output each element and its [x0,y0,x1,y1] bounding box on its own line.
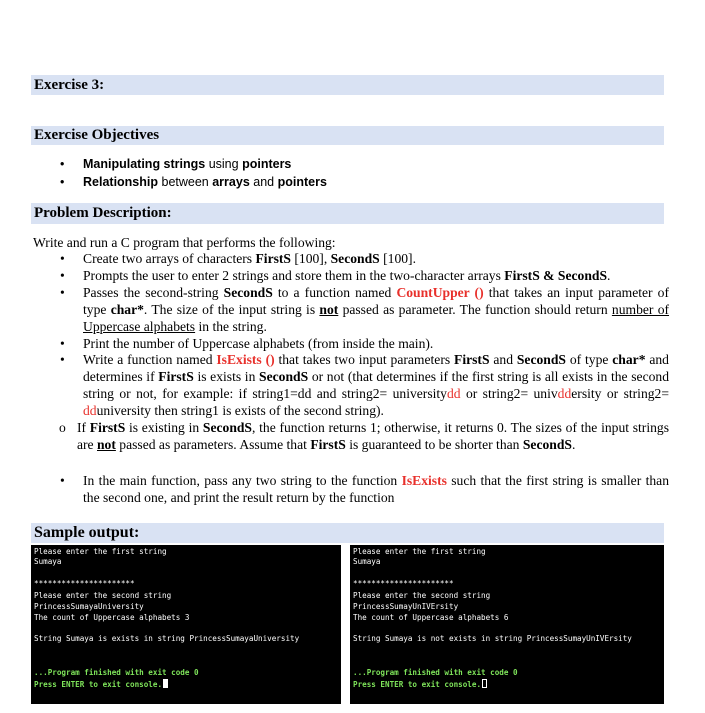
terminal-line: Please enter the first string [34,547,167,556]
exercise-title: Exercise 3: [31,75,664,95]
terminal-line: ********************** [353,579,454,588]
problem-list-2 [57,473,669,507]
terminal-line: String Sumaya is exists in string PrincessSumayaUniversity [34,634,300,643]
terminal-line: PrincessSumayaUniversity [34,602,144,611]
problem-item: • Prompts the user to enter 2 strings and store them in the two-character arrays FirstS & SecondS. [60,267,611,283]
problem-heading: Problem Description: [31,203,664,224]
objectives-heading: Exercise Objectives [31,126,664,145]
problem-item: • Write a function named IsExists () that takes two input parameters FirstS and SecondS of type char* and determines if FirstS is exists in SecondS or not (that determines if the first string is all exists in the second string or not, for example: if string1=dd and string2= universitydd or string2= univddersity or string2= dduniversity then string1 is exists of the second string). [60,352,669,419]
terminal-line: Sumaya [34,557,62,566]
bullet-icon: • [60,473,65,488]
terminal-line: The count of Uppercase alphabets 6 [353,613,509,622]
objective-text: between [158,175,213,189]
problem-subitem-text: o If FirstS is existing in SecondS, the function returns 1; otherwise, it returns 0. The sizes of the input strings are not passed as parameters. Assume that FirstS is guaranteed to be shorter than SecondS. [59,420,669,452]
terminal-line: String Sumaya is not exists in string PrincessSumayUnIVErsity [353,634,632,643]
terminal-line: PrincessSumayUnIVErsity [353,602,459,611]
problem-subitem [3,420,669,454]
problem-intro: Write and run a C program that performs the following: [33,235,336,250]
objective-term: Manipulating strings [83,157,206,171]
objective-text: using [205,157,243,171]
objective-term: Relationship [83,175,159,189]
terminal-prompt-line [353,679,487,689]
objective-text: and [249,175,278,189]
terminal-line: ********************** [34,579,135,588]
problem-item: • Create two arrays of characters FirstS [100], SecondS [100]. [60,251,416,266]
bullet-icon: • [60,335,65,351]
terminal-line: The count of Uppercase alphabets 3 [34,613,190,622]
problem-item: • Passes the second-string SecondS to a function named CountUpper () that takes an input parameter of type char*. The size of the input string is not passed as parameter. The function should return number of Uppercase alphabets in the string. [60,284,670,334]
terminal-line: Please enter the first string [353,547,486,556]
problem-item: • Print the number of Uppercase alphabets (from inside the main). [60,335,434,351]
terminal-line: Please enter the second string [34,591,172,600]
terminal-output-left [31,545,341,704]
cursor-icon [163,679,168,688]
bullet-icon: • [60,267,65,283]
problem-list [57,251,669,420]
objective-term: pointers [242,157,292,171]
terminal-line: ...Program finished with exit code 0 [34,668,199,677]
objective-item [56,155,327,173]
objective-term: pointers [277,175,327,189]
bullet-icon: • [60,157,65,171]
bullet-icon: • [60,352,65,368]
objective-term: arrays [212,175,250,189]
terminal-line: ...Program finished with exit code 0 [353,668,518,677]
objectives-list [56,155,327,191]
circle-bullet-icon: o [59,420,66,435]
terminal-line: Sumaya [353,557,381,566]
terminal-output-right [350,545,664,704]
problem-item: • In the main function, pass any two string to the function IsExists such that the first string is smaller than the second one, and print the result return by the function [60,473,669,505]
terminal-line: Please enter the second string [353,591,491,600]
terminal-prompt-text: Press ENTER to exit console. [353,680,482,689]
bullet-icon: • [60,175,65,189]
sample-output-heading: Sample output: [31,523,664,543]
bullet-icon: • [60,284,65,300]
bullet-icon: • [60,251,65,266]
cursor-icon [482,679,487,688]
terminal-prompt-line [34,679,168,689]
terminal-prompt-text: Press ENTER to exit console. [34,680,163,689]
objective-item [56,173,327,191]
